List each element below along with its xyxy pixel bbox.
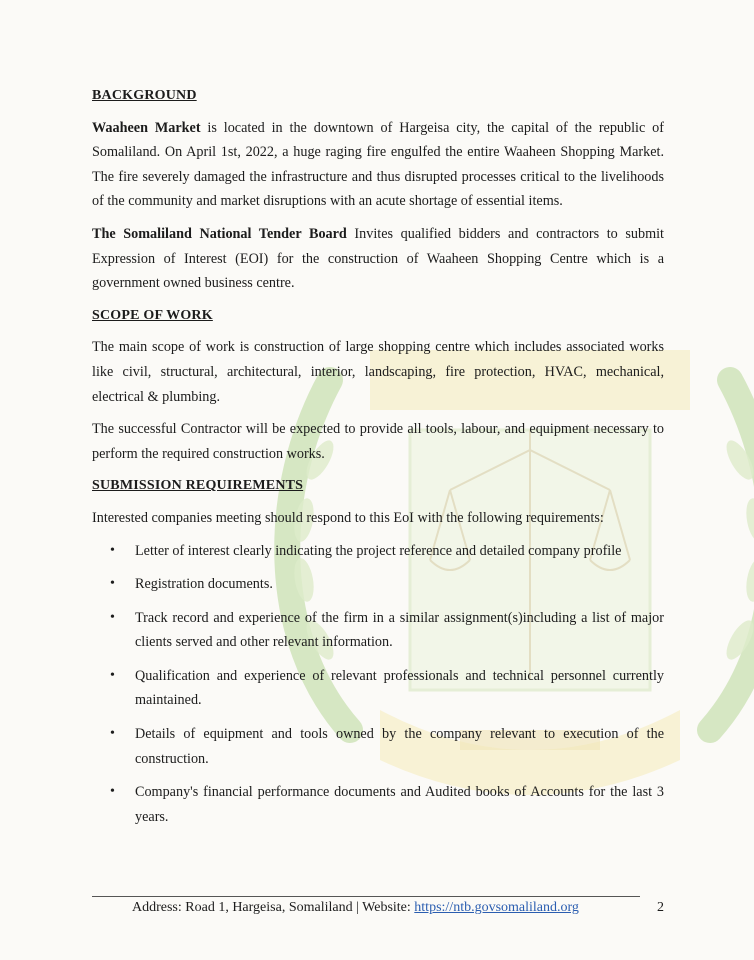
list-item: • Letter of interest clearly indicating the project reference and detailed company profile	[92, 539, 664, 564]
background-paragraph-2	[92, 222, 664, 296]
background-paragraph-2-text: Invites qualified bidders and contractors to submit Expression of Interest (EOI) for the construction of Waaheen Shopping Centre which is a government owned business centre.	[92, 225, 664, 292]
bullet-icon: •	[110, 609, 115, 625]
background-paragraph-1-text: is located in the downtown of Hargeisa city, the capital of the republic of Somaliland. On April 1st, 2022, a huge raging fire engulfed the entire Waaheen Shopping Market. The fire severely damaged the infrastructure and thus disrupted processes critical to the livelihoods of the community and market disruptions with an acute shortage of essential items.	[92, 119, 664, 210]
list-item: • Qualification and experience of relevant professionals and technical personnel currently maintained.	[92, 664, 664, 713]
bullet-icon: •	[110, 726, 115, 742]
document-body	[92, 84, 664, 838]
scope-heading: SCOPE OF WORK	[92, 307, 213, 323]
submission-heading: SUBMISSION REQUIREMENTS	[92, 478, 304, 494]
requirements-list	[92, 539, 664, 830]
scope-paragraph-2: The successful Contractor will be expected to provide all tools, labour, and equipment necessary to perform the required construction works.	[92, 421, 664, 462]
tender-board-name: The Somaliland National Tender Board	[92, 225, 347, 242]
website-link[interactable]: https://ntb.govsomaliland.org	[414, 900, 579, 915]
market-name: Waaheen Market	[92, 119, 201, 136]
background-paragraph-1	[92, 116, 664, 214]
bullet-icon: •	[110, 542, 115, 558]
bullet-icon: •	[110, 576, 115, 592]
bullet-icon: •	[110, 667, 115, 683]
list-item: • Company's financial performance documents and Audited books of Accounts for the last 3 years.	[92, 780, 664, 829]
background-heading: BACKGROUND	[92, 88, 197, 103]
list-item: • Track record and experience of the firm in a similar assignment(s)including a list of major clients served and other relevant information.	[92, 606, 664, 655]
submission-intro: Interested companies meeting should respond to this EoI with the following requirements:	[92, 509, 604, 526]
list-item: • Details of equipment and tools owned by the company relevant to execution of the construction.	[92, 722, 664, 771]
list-item: • Registration documents.	[92, 572, 664, 597]
scope-paragraph-1: The main scope of work is construction of large shopping centre which includes associated works like civil, structural, architectural, interior, landscaping, fire protection, HVAC, mechanical, electrical & plumbing.	[92, 339, 664, 405]
footer-address: Address: Road 1, Hargeisa, Somaliland | Website: https://ntb.govsomaliland.org	[132, 900, 579, 915]
footer-divider	[92, 896, 640, 897]
page-number: 2	[657, 900, 664, 915]
bullet-icon: •	[110, 784, 115, 800]
